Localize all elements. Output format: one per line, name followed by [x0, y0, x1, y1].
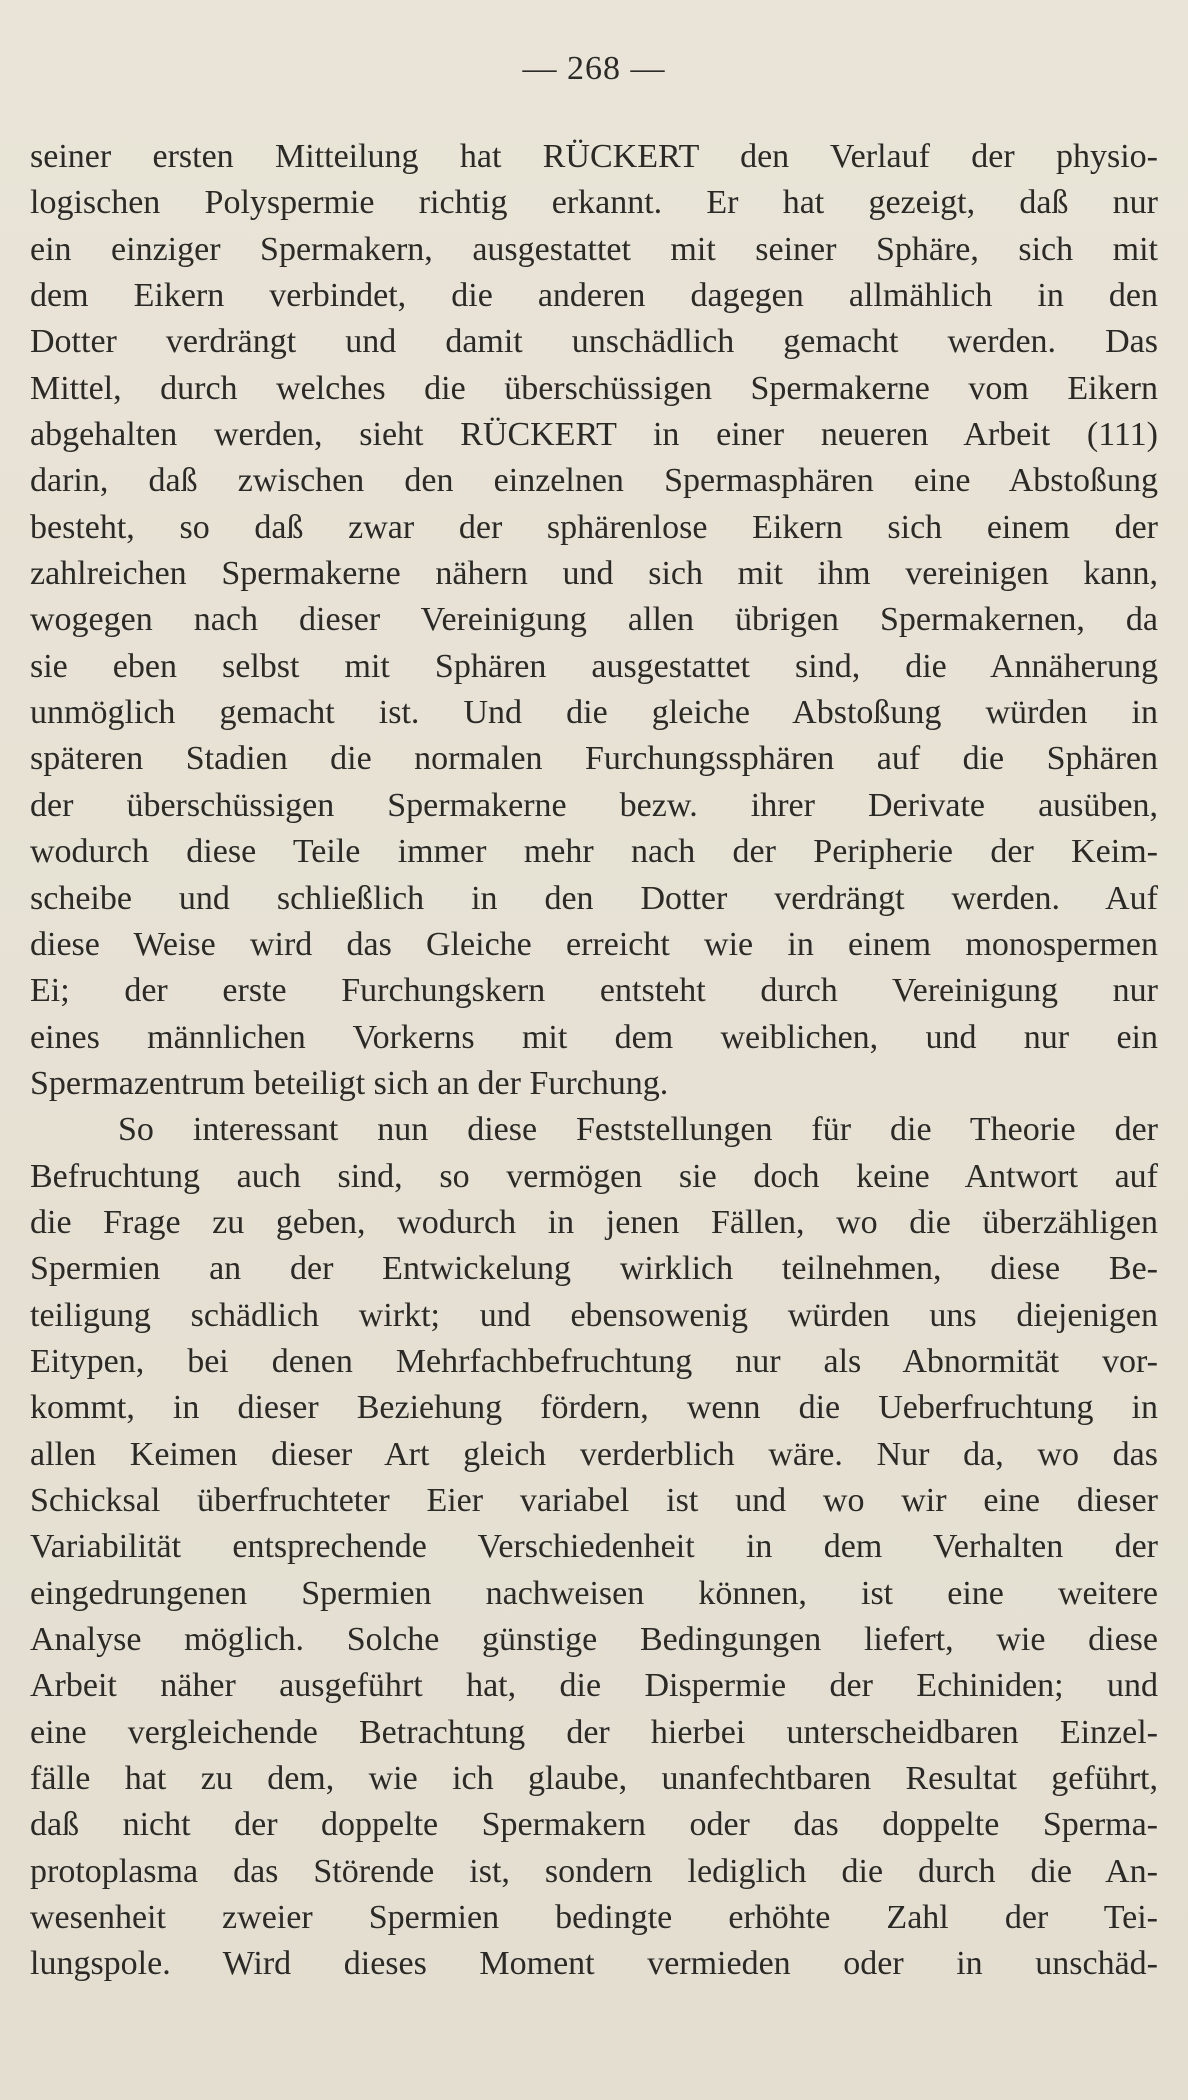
- text-line-20: eines männlichen Vorkerns mit dem weiblichen, und nur ein: [30, 1018, 1158, 1056]
- text-line-24: die Frage zu geben, wodurch in jenen Fällen, wo die überzähligen: [30, 1203, 1158, 1241]
- text-line-18: diese Weise wird das Gleiche erreicht wie in einem monospermen: [30, 925, 1158, 963]
- text-line-27: Eitypen, bei denen Mehrfachbefruchtung nur als Abnormität vor-: [30, 1342, 1158, 1380]
- text-line-39: wesenheit zweier Spermien bedingte erhöhte Zahl der Tei-: [30, 1899, 1158, 1937]
- text-line-36: fälle hat zu dem, wie ich glaube, unanfechtbaren Resultat geführt,: [30, 1760, 1158, 1798]
- text-line-19: Ei; der erste Furchungskern entsteht durch Vereinigung nur: [30, 972, 1158, 1010]
- text-line-13: unmöglich gemacht ist. Und die gleiche Abstoßung würden in: [30, 694, 1158, 732]
- text-line-40: lungspole. Wird dieses Moment vermieden oder in unschäd-: [30, 1945, 1158, 1983]
- text-line-12: sie eben selbst mit Sphären ausgestattet sind, die Annäherung: [30, 647, 1158, 685]
- text-line-14: späteren Stadien die normalen Furchungssphären auf die Sphären: [30, 740, 1158, 778]
- text-line-2: logischen Polyspermie richtig erkannt. Er hat gezeigt, daß nur: [30, 184, 1158, 222]
- text-line-30: Schicksal überfruchteter Eier variabel ist und wo wir eine dieser: [30, 1481, 1158, 1519]
- text-line-29: allen Keimen dieser Art gleich verderblich wäre. Nur da, wo das: [30, 1435, 1158, 1473]
- text-line-10: zahlreichen Spermakerne nähern und sich mit ihm vereinigen kann,: [30, 555, 1158, 593]
- text-line-17: scheibe und schließlich in den Dotter verdrängt werden. Auf: [30, 879, 1158, 917]
- text-line-11: wogegen nach dieser Vereinigung allen übrigen Spermakernen, da: [30, 601, 1158, 639]
- text-line-21: Spermazentrum beteiligt sich an der Furchung.: [30, 1064, 669, 1102]
- text-line-37: daß nicht der doppelte Spermakern oder das doppelte Sperma-: [30, 1806, 1158, 1844]
- page-number: — 268 —: [522, 50, 666, 87]
- text-line-7: abgehalten werden, sieht RÜCKERT in einer neueren Arbeit (111): [30, 416, 1158, 454]
- text-line-4: dem Eikern verbindet, die anderen dagegen allmählich in den: [30, 277, 1158, 315]
- text-line-16: wodurch diese Teile immer mehr nach der Peripherie der Keim-: [30, 833, 1158, 871]
- text-line-3: ein einziger Spermakern, ausgestattet mit seiner Sphäre, sich mit: [30, 230, 1158, 268]
- text-line-23: Befruchtung auch sind, so vermögen sie doch keine Antwort auf: [30, 1157, 1158, 1195]
- text-line-31: Variabilität entsprechende Verschiedenheit in dem Verhalten der: [30, 1528, 1158, 1566]
- text-line-25: Spermien an der Entwickelung wirklich teilnehmen, diese Be-: [30, 1250, 1158, 1288]
- text-line-35: eine vergleichende Betrachtung der hierbei unterscheidbaren Einzel-: [30, 1713, 1158, 1751]
- text-line-22: So interessant nun diese Feststellungen für die Theorie der: [118, 1111, 1158, 1149]
- text-line-33: Analyse möglich. Solche günstige Bedingungen liefert, wie diese: [30, 1621, 1158, 1658]
- text-line-6: Mittel, durch welches die überschüssigen Spermakerne vom Eikern: [30, 369, 1158, 407]
- text-line-1: seiner ersten Mitteilung hat RÜCKERT den Verlauf der physio-: [30, 138, 1158, 175]
- text-line-32: eingedrungenen Spermien nachweisen können, ist eine weitere: [30, 1574, 1158, 1612]
- body-text: [30, 134, 1158, 1988]
- text-line-15: der überschüssigen Spermakerne bezw. ihrer Derivate ausüben,: [30, 786, 1158, 824]
- text-line-28: kommt, in dieser Beziehung fördern, wenn die Ueberfruchtung in: [30, 1389, 1158, 1427]
- text-line-38: protoplasma das Störende ist, sondern lediglich die durch die An-: [30, 1852, 1158, 1890]
- text-line-34: Arbeit näher ausgeführt hat, die Dispermie der Echiniden; und: [30, 1667, 1158, 1705]
- text-line-9: besteht, so daß zwar der sphärenlose Eikern sich einem der: [30, 508, 1158, 546]
- text-line-8: darin, daß zwischen den einzelnen Spermasphären eine Abstoßung: [30, 462, 1158, 500]
- text-line-26: teiligung schädlich wirkt; und ebensowenig würden uns diejenigen: [30, 1296, 1158, 1334]
- text-line-5: Dotter verdrängt und damit unschädlich gemacht werden. Das: [30, 323, 1158, 361]
